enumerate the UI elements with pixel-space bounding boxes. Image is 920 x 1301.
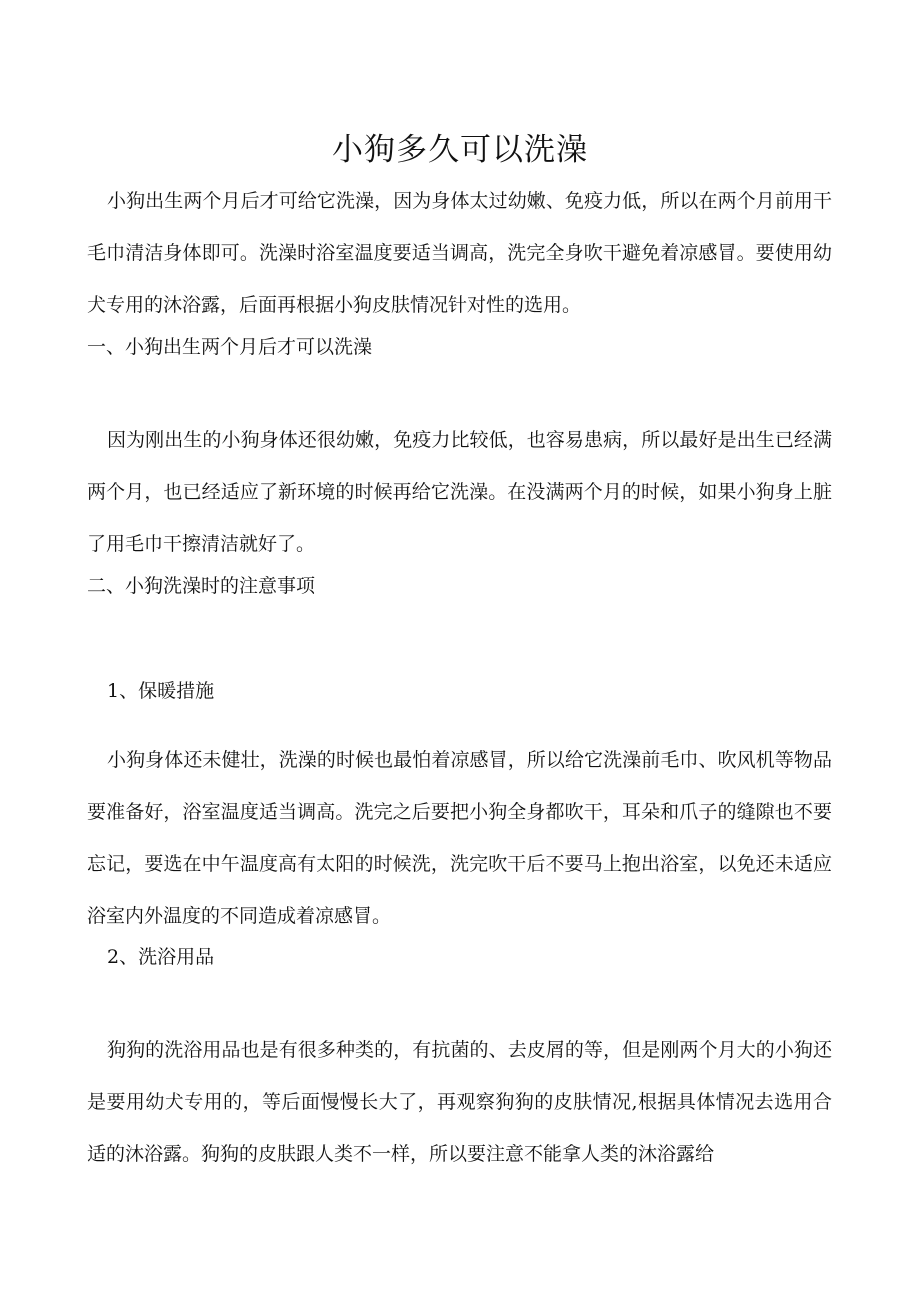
subsection-heading-bath-products: 2、洗浴用品	[107, 946, 215, 968]
section-heading-2: 二、小狗洗澡时的注意事项	[87, 575, 316, 597]
intro-paragraph: 小狗出生两个月后才可给它洗澡，因为身体太过幼嫩、免疫力低，所以在两个月前用干毛巾清洁身体即可。洗澡时浴室温度要适当调高，洗完全身吹干避免着凉感冒。要使用幼犬专用的沐浴露，后面再根据小狗皮肤情况针对性的选用。	[87, 190, 832, 316]
subsection-heading-warmth: 1、保暖措施	[107, 680, 215, 702]
subsection-warmth-paragraph: 小狗身体还未健壮，洗澡的时候也最怕着凉感冒，所以给它洗澡前毛巾、吹风机等物品要准备好，浴室温度适当调高。洗完之后要把小狗全身都吹干，耳朵和爪子的缝隙也不要忘记，要选在中午温度高有太阳的时候洗，洗完吹干后不要马上抱出浴室，以免还未适应浴室内外温度的不同造成着凉感冒。	[87, 749, 832, 927]
subsection-bath-products-paragraph: 狗狗的洗浴用品也是有很多种类的，有抗菌的、去皮屑的等，但是刚两个月大的小狗还是要用幼犬专用的，等后面慢慢长大了，再观察狗狗的皮肤情况,根据具体情况去选用合适的沐浴露。狗狗的皮肤跟人类不一样，所以要注意不能拿人类的沐浴露给	[87, 1039, 832, 1165]
page-title: 小狗多久可以洗澡	[332, 132, 588, 168]
section-1-paragraph: 因为刚出生的小狗身体还很幼嫩，免疫力比较低，也容易患病，所以最好是出生已经满两个月，也已经适应了新环境的时候再给它洗澡。在没满两个月的时候，如果小狗身上脏了用毛巾干擦清洁就好了。	[87, 429, 832, 555]
section-heading-1: 一、小狗出生两个月后才可以洗澡	[87, 336, 373, 358]
